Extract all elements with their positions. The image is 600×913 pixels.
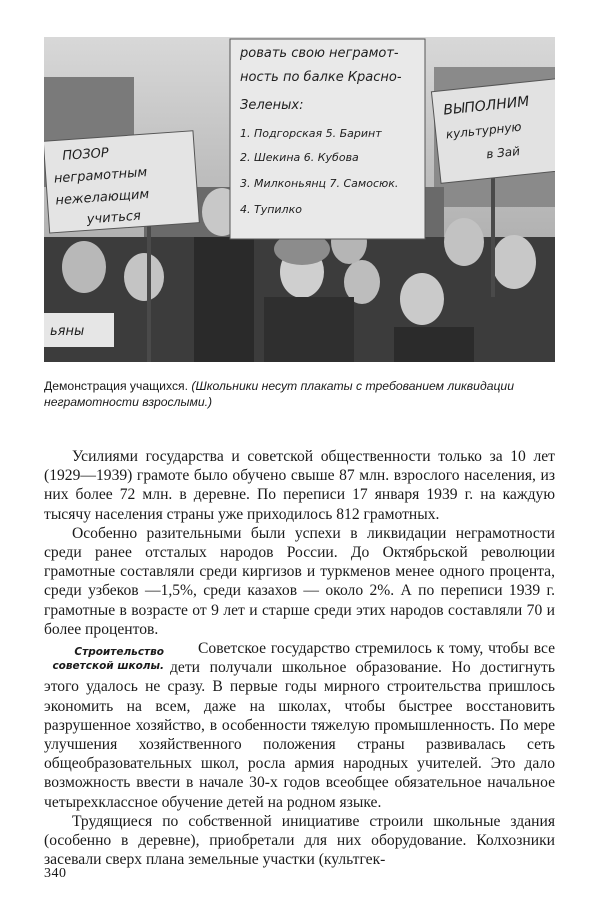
page-number: 340 [44, 866, 67, 881]
paragraph: Особенно разительными были успехи в ликвидации неграмотности среди ранее отсталых народов России. До Октябрьской революции грамотные составляли среди киргизов и туркменов менее одного процента, среди узбеков —1,5%, среди казахов — около 2%. А по переписи 1939 г. грамотные в возрасте от 9 лет и старше среди этих народов составляли 70 и более процентов. [44, 524, 555, 638]
right-poster-line: в Зай [485, 143, 521, 162]
center-poster-line: ность по балке Красно- [240, 70, 402, 85]
left-poster [44, 131, 199, 233]
right-poster-line: ВЫПОЛНИМ [442, 93, 531, 119]
paragraph-with-sidenote [44, 639, 555, 812]
center-poster-line: 3. Милконьянц 7. Самосюк. [240, 177, 399, 190]
center-poster [230, 39, 425, 239]
bottom-left-poster-text: ьяны [50, 324, 85, 339]
paragraph: Усилиями государства и советской общественности только за 10 лет (1929—1939) грамоте было обучено свыше 87 млн. взрослого населения, из них более 72 млн. в деревне. По переписи 17 января 1939 г. на каждую тысячу населения страны уже приходилось 812 грамотных. [44, 448, 555, 523]
caption-italic: (Школьники несут плакаты с требованием ликвидации неграмотности взрослыми.) [44, 379, 514, 409]
bottom-left-poster [44, 313, 114, 347]
center-poster-line: 4. Тупилко [240, 203, 302, 216]
margin-heading: Строительство советской школы. [52, 646, 164, 673]
photo-illustration [44, 37, 555, 362]
demonstration-photo [44, 37, 555, 362]
left-poster-line: неграмотным [53, 165, 148, 187]
paragraph: Трудящиеся по собственной инициативе строили школьные здания (особенно в деревне), приобретали для них оборудование. Колхозники засевали сверх плана земельные участки (культгек- [44, 812, 555, 869]
photo-caption [44, 378, 560, 410]
caption-lead: Демонстрация учащихся. [44, 379, 189, 393]
center-poster-line: ровать свою неграмот- [240, 46, 399, 61]
left-poster-line: ПОЗОР [61, 145, 110, 164]
left-poster-line: нежелающим [54, 187, 150, 209]
center-poster-line: 1. Подгорская 5. Баринт [240, 127, 382, 140]
right-poster [431, 79, 555, 184]
right-poster-line: культурную [445, 119, 523, 142]
center-poster-line: 2. Шекина 6. Кубова [240, 151, 359, 164]
main-text [44, 447, 555, 869]
left-poster-line: учиться [86, 208, 142, 228]
center-poster-line: Зеленых: [240, 98, 304, 113]
paragraph-text: Советское государство стремилось к тому, чтобы все дети получали школьное образование. Но достигнуть этого удалось не сразу. В первые годы мирного строительства пришлось экономить на всем, даже на школах, чтобы быстрее восстановить разрушенное хозяйство, в особенности тяжелую промышленность. По мере улучшения хозяйственного положения страны развивалась сеть общеобразовательных школ, росла армия народных учителей. Это дало возможность ввести в начале 30-х годов всеобщее обязательное начальное четырехклассное обучение детей на родном языке. [44, 640, 555, 811]
